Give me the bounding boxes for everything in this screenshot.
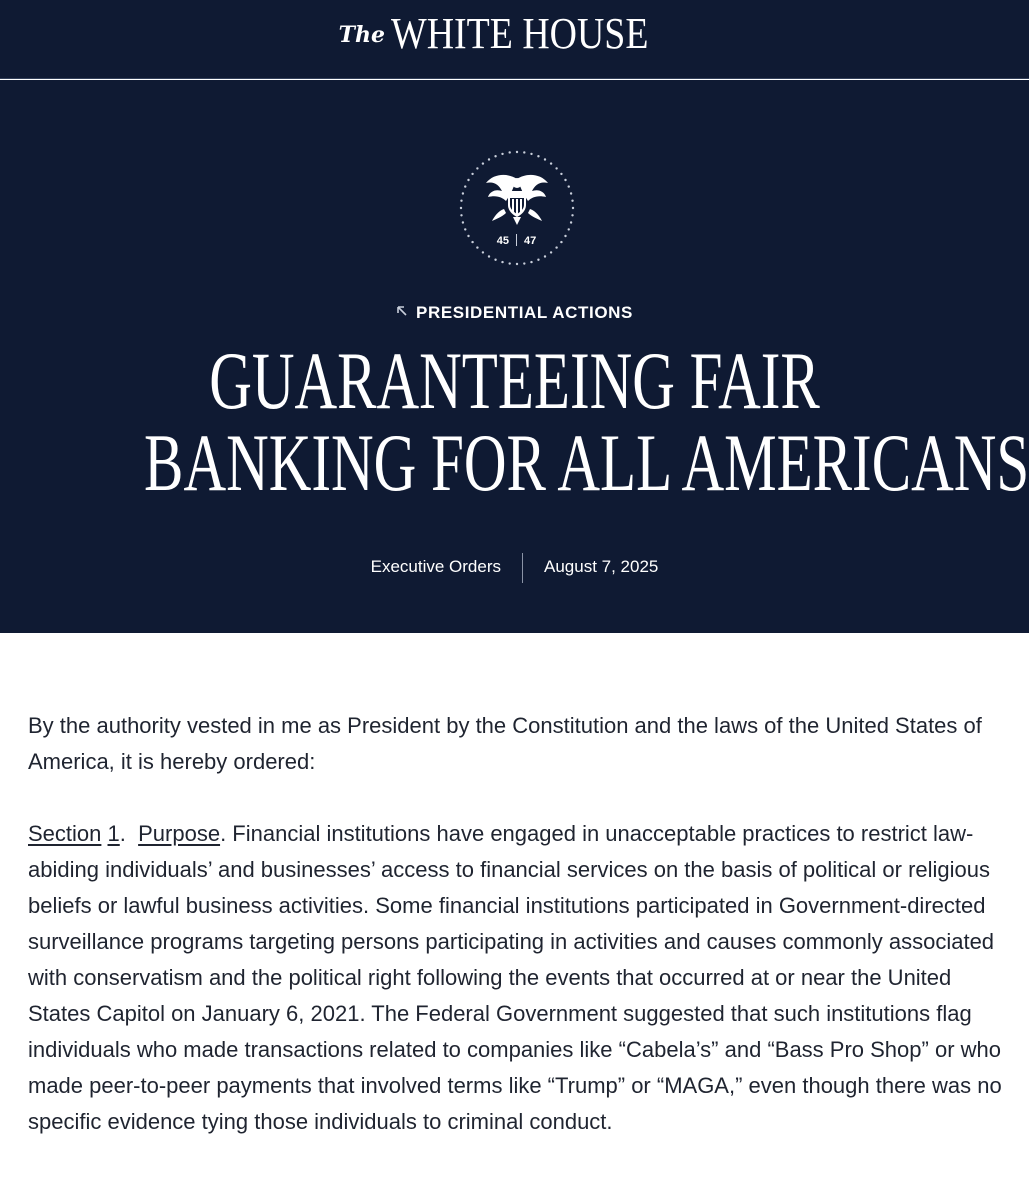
article-body	[28, 708, 1008, 1140]
arrow-up-left-icon	[396, 305, 408, 317]
category-link[interactable]: Executive Orders	[370, 557, 501, 576]
seal-star	[488, 158, 490, 160]
seal-star	[464, 185, 466, 187]
seal-star	[571, 214, 573, 216]
eagle-emblem	[486, 175, 548, 225]
logo-the-text: The	[338, 22, 385, 48]
section-heading: Purpose	[138, 821, 221, 846]
seal-star	[544, 158, 546, 160]
seal-star	[572, 207, 574, 209]
white-house-logo[interactable]	[0, 8, 1029, 59]
seal-star	[476, 167, 478, 169]
seal-star	[550, 251, 552, 253]
seal-number-divider	[516, 234, 517, 246]
kicker-label: PRESIDENTIAL ACTIONS	[416, 303, 633, 322]
seal-star	[462, 221, 464, 223]
seal-star	[523, 262, 525, 264]
seal-star	[555, 167, 557, 169]
page-title	[0, 335, 1029, 508]
seal-star	[516, 263, 518, 265]
seal-star	[537, 155, 539, 157]
seal-star	[501, 153, 503, 155]
seal-star	[570, 192, 572, 194]
seal-star	[568, 185, 570, 187]
section-label: Section	[28, 821, 102, 846]
section-kicker-link[interactable]	[0, 303, 1029, 323]
seal-star	[570, 221, 572, 223]
seal-star	[564, 179, 566, 181]
title-line-2: BANKING FOR ALL AMERICANS	[144, 417, 1029, 508]
seal-star	[460, 207, 462, 209]
seal-star	[471, 241, 473, 243]
seal-star	[550, 162, 552, 164]
seal-star	[471, 173, 473, 175]
seal-star	[571, 199, 573, 201]
seal-star	[523, 151, 525, 153]
seal-star	[494, 155, 496, 157]
seal-star	[464, 228, 466, 230]
site-header	[0, 0, 1029, 79]
seal-star	[508, 151, 510, 153]
seal-star	[555, 246, 557, 248]
seal-star	[568, 228, 570, 230]
seal-star	[482, 251, 484, 253]
meta-divider	[522, 553, 523, 583]
seal-star	[494, 259, 496, 261]
seal-star	[488, 255, 490, 257]
logo-main-text: WHITE HOUSE	[390, 9, 649, 58]
seal-star	[560, 173, 562, 175]
article-meta	[0, 552, 1029, 582]
seal-star	[508, 262, 510, 264]
seal-star	[467, 179, 469, 181]
section-number: 1	[107, 821, 120, 846]
seal-star	[560, 241, 562, 243]
section-separator: .	[119, 821, 139, 846]
seal-star	[564, 235, 566, 237]
seal-star	[530, 153, 532, 155]
seal-star	[537, 259, 539, 261]
seal-star	[462, 192, 464, 194]
seal-star	[460, 214, 462, 216]
presidential-seal-icon	[458, 149, 576, 267]
hero-banner	[0, 80, 1029, 633]
section-text: . Financial institutions have engaged in unacceptable practices to restrict law-abiding individuals’ and businesses’ access to financial services on the basis of political or religious beliefs or lawful business activities. Some financial institutions participated in Government-directed surveillance programs targeting persons participating in activities and causes commonly associated with conservatism and the political right following the events that occurred at or near the United States Capitol on January 6, 2021. The Federal Government suggested that such institutions flag individuals who made transactions related to companies like “Cabela’s” and “Bass Pro Shop” or who made peer-to-peer payments that involved terms like “Trump” or “MAGA,” even though there was no specific evidence tying those individuals to criminal conduct.	[28, 821, 1002, 1134]
seal-star	[544, 255, 546, 257]
seal-star	[460, 199, 462, 201]
publish-date: August 7, 2025	[544, 557, 659, 576]
seal-number-right: 47	[524, 235, 537, 247]
seal-star	[482, 162, 484, 164]
seal-star	[467, 235, 469, 237]
title-line-1: GUARANTEEING FAIR	[209, 335, 820, 426]
seal-star	[476, 246, 478, 248]
seal-star	[501, 261, 503, 263]
seal-number-left: 45	[496, 235, 509, 247]
intro-paragraph: By the authority vested in me as President by the Constitution and the laws of the United States of America, it is hereby ordered:	[28, 713, 982, 774]
seal-star	[516, 151, 518, 153]
seal-star	[530, 261, 532, 263]
section-1-paragraph	[28, 816, 1008, 1140]
